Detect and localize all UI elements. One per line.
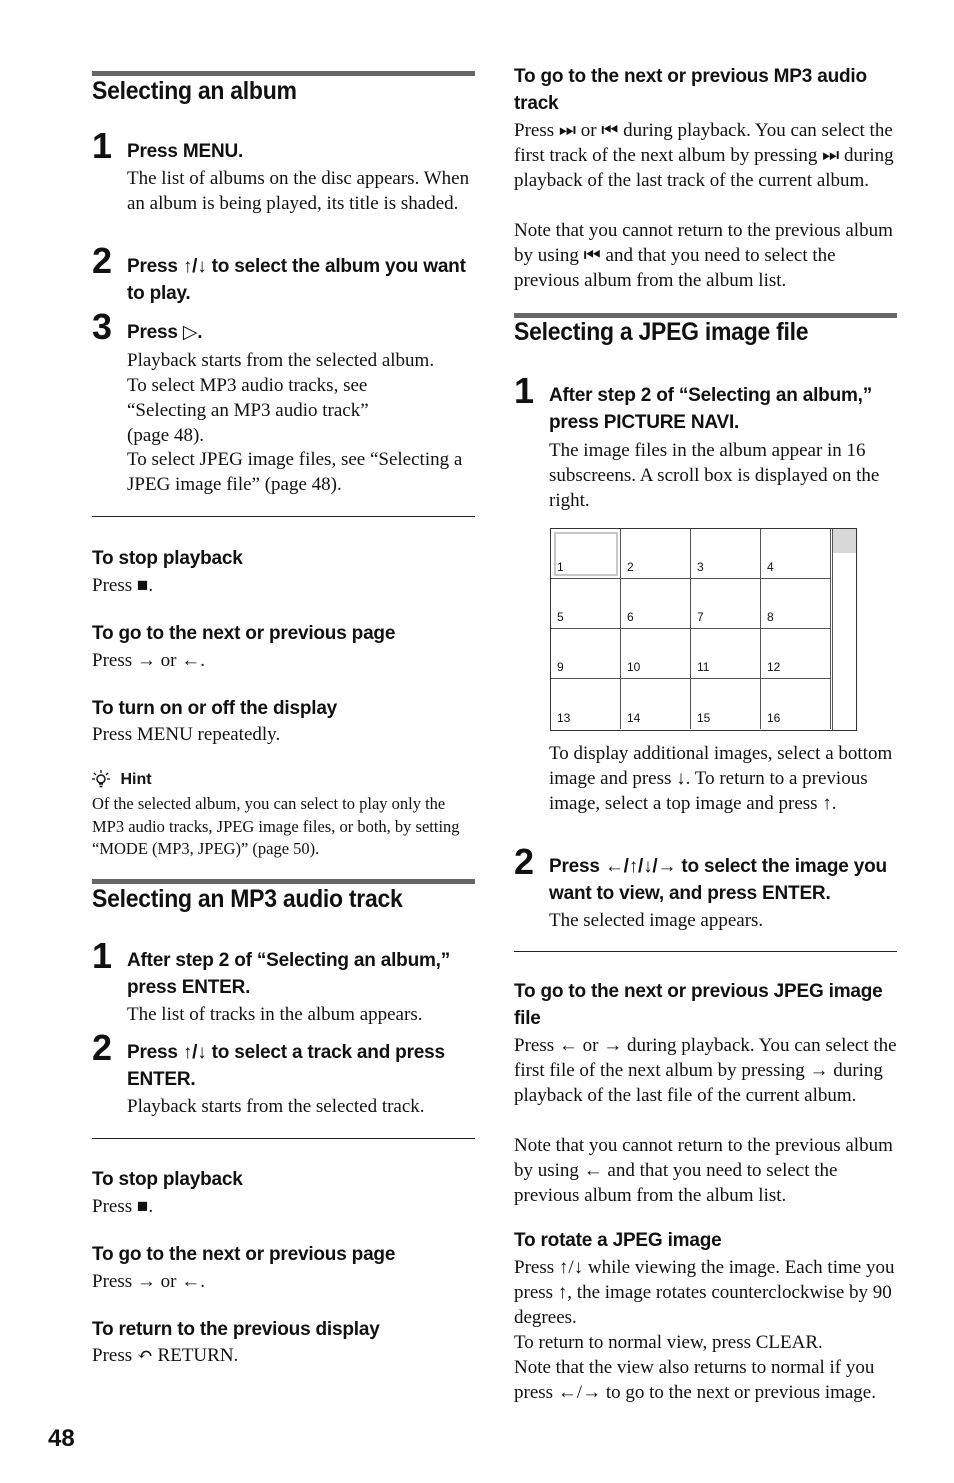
page-number: 48	[48, 1425, 75, 1452]
subscreen-number: 8	[767, 610, 774, 624]
body-text: Note that you cannot return to the previous album by using ⏮ and that you need to select the previous album from the album list.	[514, 220, 893, 291]
section-rule	[92, 879, 475, 884]
divider	[92, 1138, 475, 1139]
subscreen-cell	[621, 629, 691, 679]
step-heading: Press ←/↑/↓/→ to select the image you want to view, and press ENTER.	[549, 856, 887, 904]
subscreen-number: 4	[767, 560, 774, 574]
subheading: To go to the next or previous JPEG image file	[514, 981, 883, 1029]
subscreen-cell	[691, 679, 761, 729]
subscreen-cell	[691, 629, 761, 679]
step-body: To display additional images, select a bottom image and press ↓. To return to a previous image, select a top image and press ↑.	[549, 743, 893, 814]
subscreen-number: 1	[557, 560, 564, 574]
step-heading: After step 2 of “Selecting an album,” press PICTURE NAVI.	[549, 385, 873, 433]
subscreen-number: 7	[697, 610, 704, 624]
subscreen-number: 6	[627, 610, 634, 624]
step-heading: Press ▷.	[127, 322, 203, 343]
subscreen-number: 5	[557, 610, 564, 624]
step-number: 1	[514, 370, 535, 411]
subscreen-cell	[621, 679, 691, 729]
step-heading: Press ↑/↓ to select a track and press ENTER.	[127, 1042, 445, 1090]
body-text: Press ↶ RETURN.	[92, 1345, 239, 1366]
subscreen-number: 3	[697, 560, 704, 574]
scroll-box	[833, 529, 856, 553]
subscreen-number: 11	[697, 660, 710, 674]
subscreen-number: 13	[557, 711, 571, 725]
step-heading: Press MENU.	[127, 141, 244, 162]
subscreen-number: 2	[627, 560, 634, 574]
subscreen-number: 14	[627, 711, 641, 725]
step-heading: After step 2 of “Selecting an album,” press ENTER.	[127, 950, 451, 998]
body-text: Note that you cannot return to the previous album by using ← and that you need to select the previous album from the album list.	[514, 1135, 893, 1206]
hint-body: Of the selected album, you can select to play only the MP3 audio tracks, JPEG image files, or both, by setting “MODE (MP3, JPEG)” (page 50).	[92, 794, 460, 858]
step-body: The image files in the album appear in 16 subscreens. A scroll box is displayed on the right.	[549, 440, 880, 511]
step-body: The selected image appears.	[549, 910, 764, 931]
step-number: 1	[92, 935, 113, 976]
step-number: 2	[92, 240, 113, 281]
subheading: To stop playback	[92, 1169, 243, 1190]
body-text: Press MENU repeatedly.	[92, 724, 281, 745]
subscreen-cell	[761, 679, 831, 729]
subscreen-number: 12	[767, 660, 781, 674]
step-body: The list of albums on the disc appears. When an album is being played, its title is shaded.	[127, 168, 470, 214]
section-title-jpeg: Selecting a JPEG image file	[514, 318, 809, 346]
subscreen-number: 9	[557, 660, 564, 674]
body-text: Press → or ←.	[92, 1271, 205, 1292]
subscreen-grid-illustration	[550, 528, 857, 731]
step-number: 2	[92, 1027, 113, 1068]
step-number: 2	[514, 841, 535, 882]
subscreen-number: 10	[627, 660, 641, 674]
step-body: The list of tracks in the album appears.	[127, 1004, 423, 1025]
body-text: To return to normal view, press CLEAR.	[514, 1332, 823, 1353]
step-body: To select MP3 audio tracks, see “Selecting an MP3 audio track” (page 48).	[127, 375, 369, 446]
body-text: Note that the view also returns to normal if you press ←/→ to go to the next or previous image.	[514, 1357, 876, 1403]
subheading: To go to the next or previous page	[92, 623, 396, 644]
step-number: 1	[92, 125, 113, 166]
subscreen-cell	[551, 529, 621, 579]
subscreen-cell	[551, 579, 621, 629]
divider	[92, 516, 475, 517]
section-title-album: Selecting an album	[92, 77, 297, 105]
section-rule	[92, 71, 475, 76]
subscreen-cell	[551, 629, 621, 679]
subscreen-number: 16	[767, 711, 781, 725]
subheading: To go to the next or previous MP3 audio track	[514, 66, 867, 114]
subscreen-cell	[761, 529, 831, 579]
body-text: Press ⏭ or ⏮ during playback. You can select the first track of the next album by pressing ⏭ during playback of the last track of the current album.	[514, 120, 894, 191]
body-text: Press ↑/↓ while viewing the image. Each time you press ↑, the image rotates counterclockwise by 90 degrees.	[514, 1257, 895, 1328]
subheading: To turn on or off the display	[92, 698, 338, 719]
hint-label: Hint	[120, 771, 152, 788]
subscreen-number: 15	[697, 711, 711, 725]
step-body: Playback starts from the selected album.	[127, 350, 435, 371]
body-text: Press → or ←.	[92, 650, 205, 671]
subscreen-cell	[761, 629, 831, 679]
step-number: 3	[92, 306, 113, 347]
subscreen-cell	[551, 679, 621, 729]
step-heading: Press ↑/↓ to select the album you want to play.	[127, 256, 466, 304]
subheading: To stop playback	[92, 548, 243, 569]
body-text: Press ← or → during playback. You can select the first file of the next album by pressing → during playback of the last file of the current album.	[514, 1035, 897, 1106]
body-text: Press ■.	[92, 1196, 154, 1217]
body-text: Press ■.	[92, 575, 154, 596]
scroll-track	[832, 529, 856, 730]
subheading: To rotate a JPEG image	[514, 1230, 722, 1251]
step-body: To select JPEG image files, see “Selecting a JPEG image file” (page 48).	[127, 449, 463, 495]
subscreen-cell	[621, 579, 691, 629]
step-body: Playback starts from the selected track.	[127, 1096, 425, 1117]
section-title-mp3: Selecting an MP3 audio track	[92, 885, 403, 913]
subscreen-cell	[761, 579, 831, 629]
subscreen-cell	[621, 529, 691, 579]
lightbulb-icon	[92, 770, 110, 790]
subscreen-cell	[691, 529, 761, 579]
hint-header	[92, 770, 152, 790]
subheading: To return to the previous display	[92, 1319, 380, 1340]
subscreen-cell	[691, 579, 761, 629]
divider	[514, 951, 897, 952]
subheading: To go to the next or previous page	[92, 1244, 396, 1265]
